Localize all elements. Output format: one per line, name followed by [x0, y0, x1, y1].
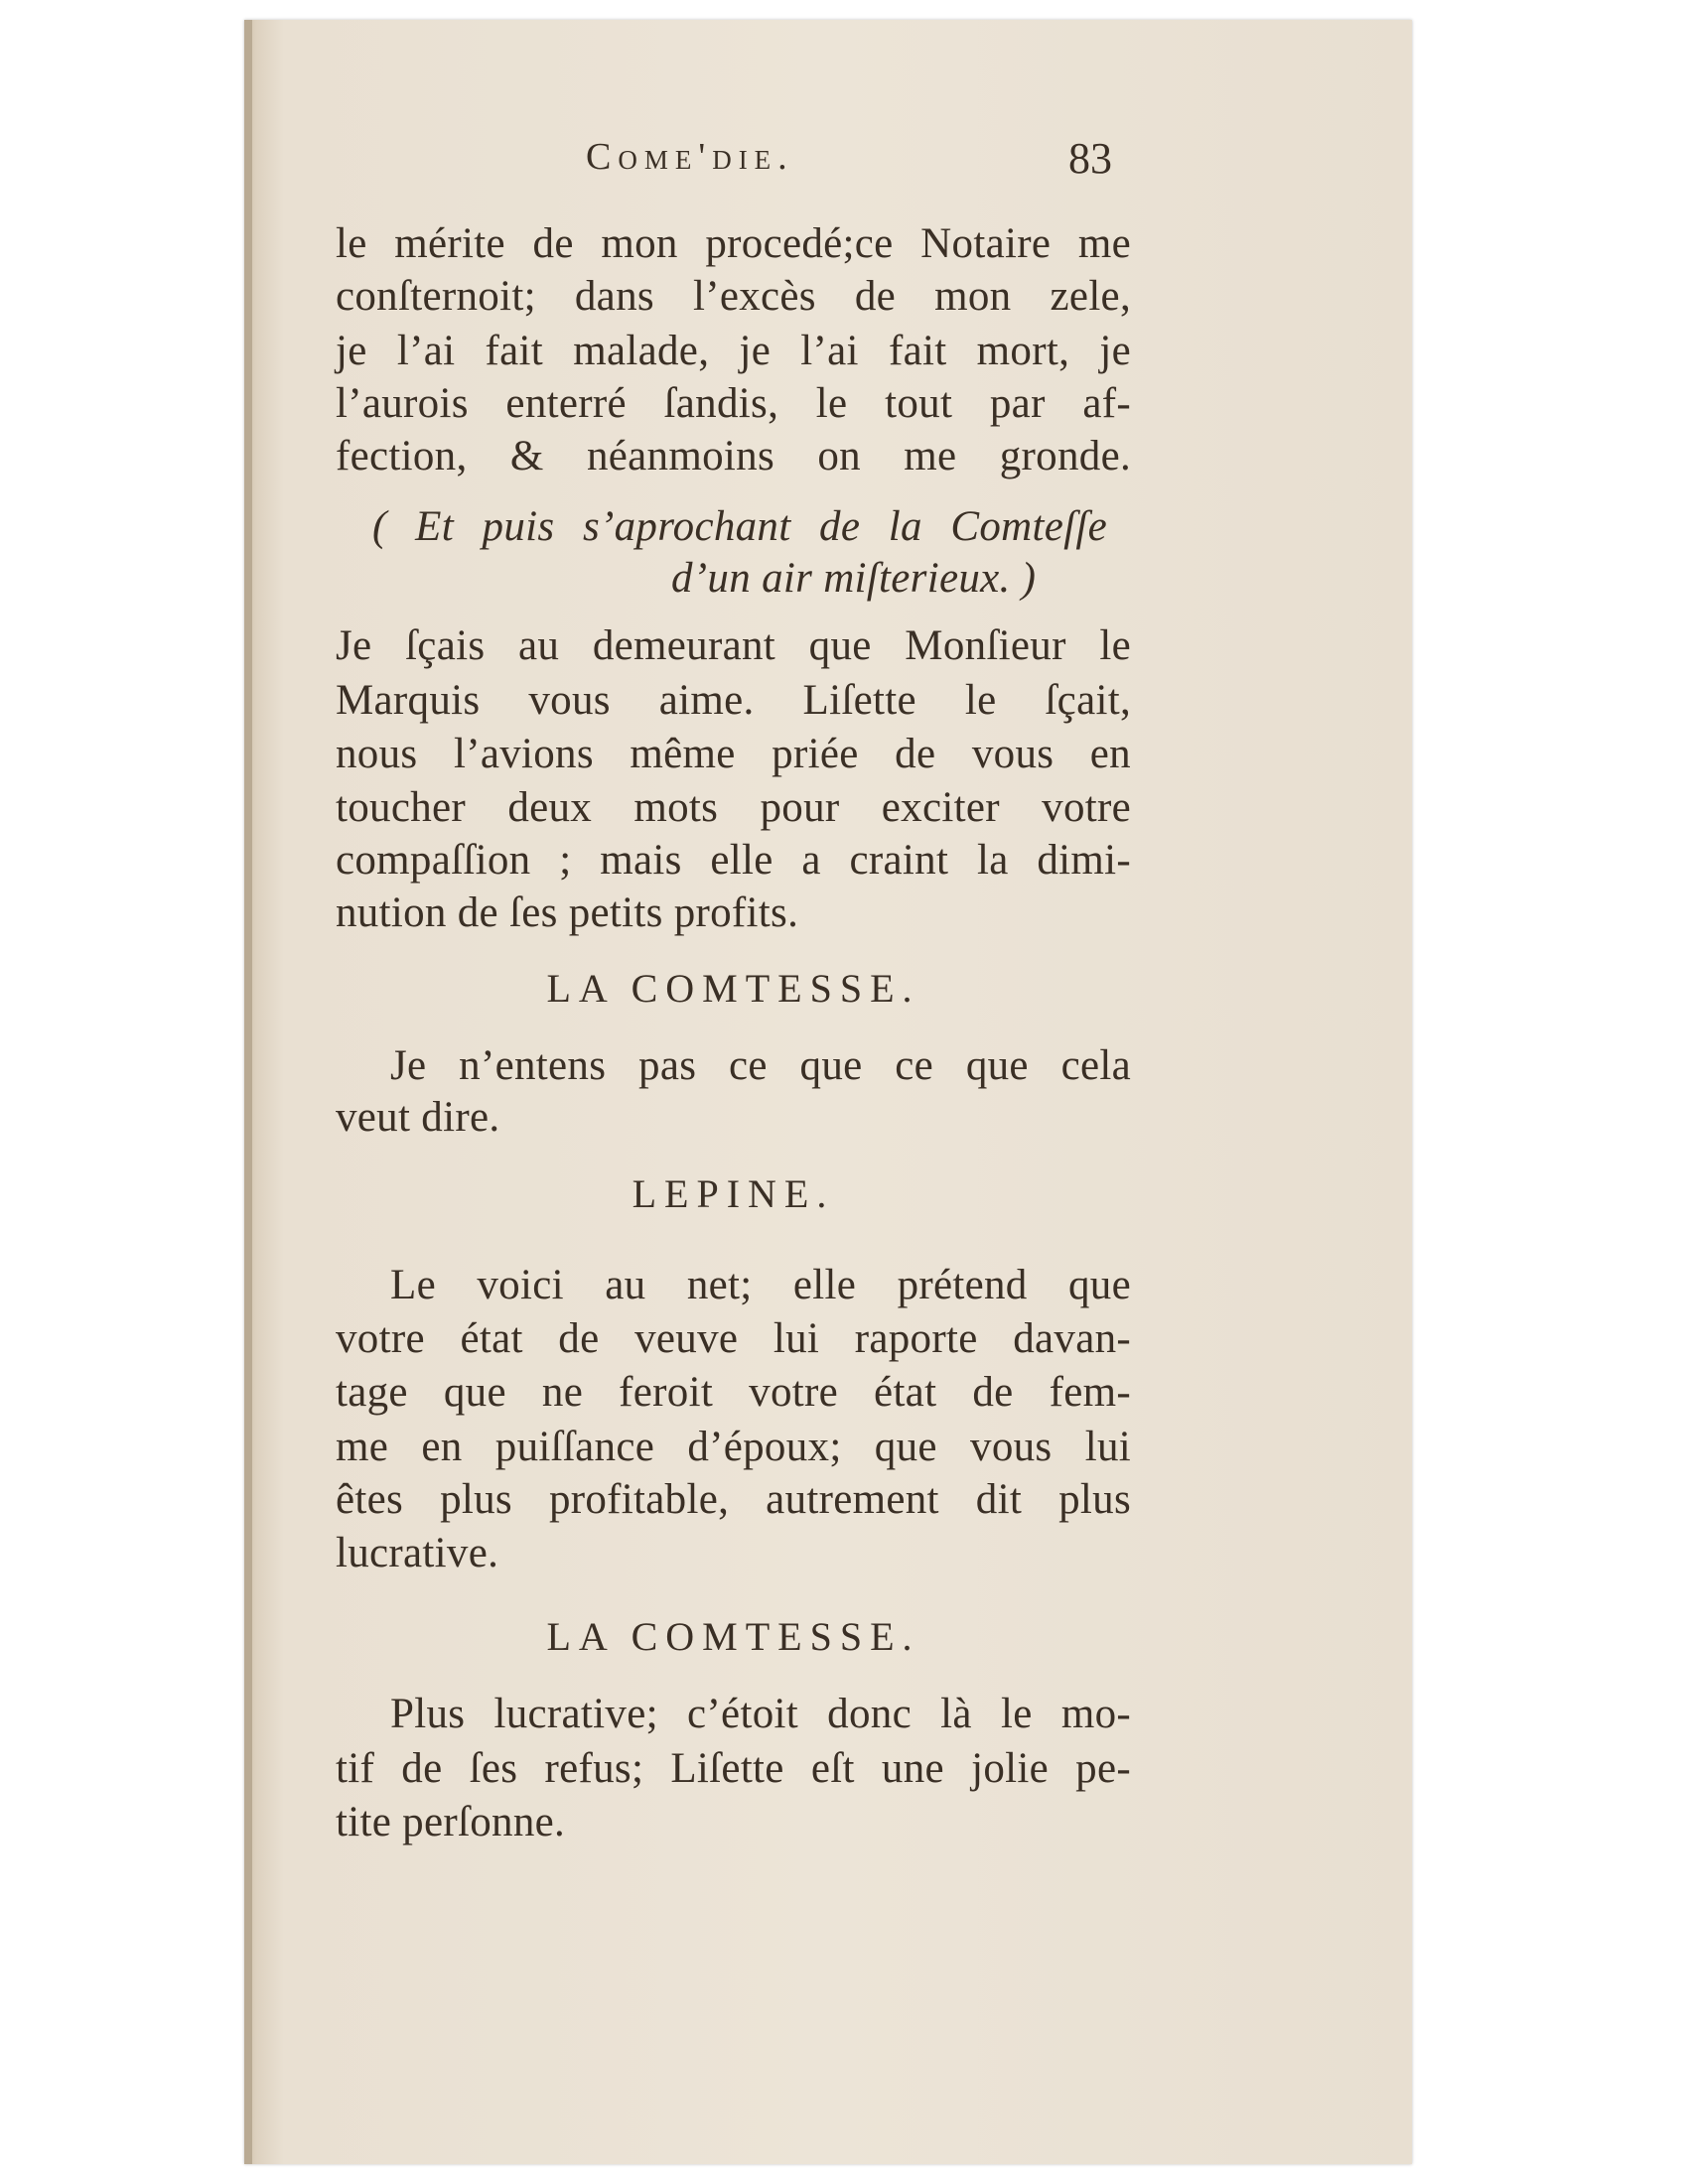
- speaker-name: LA COMTESSE.: [546, 1614, 920, 1659]
- speaker-name: LA COMTESSE.: [546, 966, 920, 1011]
- text-line: Le voici au net; elle prétend que: [390, 1262, 1131, 1308]
- text-line: tite perſonne.: [336, 1799, 566, 1845]
- text-line: conſternoit; dans l’excès de mon zele,: [336, 273, 1131, 320]
- page-gutter-edge: [244, 20, 252, 2164]
- text-line: lucrative.: [336, 1530, 499, 1576]
- text-line: tage que ne feroit votre état de fem-: [336, 1369, 1131, 1416]
- text-line: nution de ſes petits profits.: [336, 889, 799, 936]
- text-line: me en puiſſance d’époux; que vous lui: [336, 1424, 1131, 1470]
- text-line: le mérite de mon procedé;ce Notaire me: [336, 220, 1131, 267]
- text-line: l’aurois enterré ſandis, le tout par af-: [336, 380, 1131, 427]
- running-title: Come'die.: [586, 136, 794, 178]
- stage-direction-line: ( Et puis s’aprochant de la Comteſſe: [372, 503, 1107, 550]
- text-line: tif de ſes refus; Liſette eſt une jolie pe-: [336, 1745, 1131, 1792]
- text-line: êtes plus profitable, autrement dit plus: [336, 1476, 1131, 1523]
- text-line: Je ſçais au demeurant que Monſieur le: [336, 622, 1131, 669]
- page-number: 83: [1068, 134, 1112, 183]
- text-line: nous l’avions même priée de vous en: [336, 731, 1131, 777]
- speaker-name: LEPINE.: [632, 1171, 835, 1216]
- text-line: Je n’entens pas ce que ce que cela: [390, 1042, 1131, 1089]
- stage-direction-line: d’un air miſterieux. ): [671, 555, 1037, 602]
- text-line: fection, & néanmoins on me gronde.: [336, 433, 1131, 479]
- text-line: compaſſion ; mais elle a craint la dimi-: [336, 837, 1131, 884]
- text-line: je l’ai fait malade, je l’ai fait mort, je: [336, 328, 1131, 374]
- text-line: toucher deux mots pour exciter votre: [336, 784, 1131, 831]
- text-line: Marquis vous aime. Liſette le ſçait,: [336, 677, 1131, 724]
- text-line: Plus lucrative; c’étoit donc là le mo-: [390, 1691, 1131, 1737]
- text-line: veut dire.: [336, 1094, 500, 1141]
- text-line: votre état de veuve lui raporte davan-: [336, 1315, 1131, 1362]
